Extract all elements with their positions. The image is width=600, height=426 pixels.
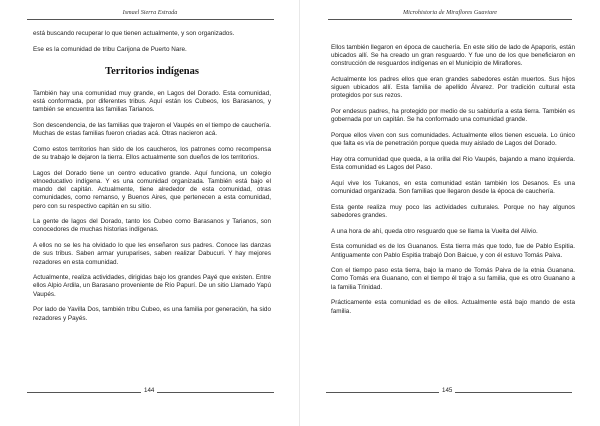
left-header-rule (27, 19, 274, 20)
section-title: Territorios indígenas (105, 65, 199, 77)
left-page-body (33, 30, 271, 330)
paragraph: está buscando recuperar lo que tienen actualmente, y son organizados. (33, 30, 235, 37)
paragraph: Lagos del Dorado tiene un centro educativo grande. Aquí funciona, un colegio etnoeducativo indígena. Y es una comunidad organizada. También está bajo el mando del capitán. Actualmente, tiene alrededor de esta comunidad, otras comunidades, como remanso, y Buenos Aires, que pertenecen a esta comunidad, pero con su respectivo capitán en su sitio. (33, 169, 271, 210)
right-page-header: Microhistoria de Miraflores Guaviare (402, 9, 497, 16)
paragraph: Prácticamente esta comunidad es de ellos. Actualmente está bajo mando de esta familia. (331, 299, 575, 315)
right-page (300, 0, 600, 426)
right-page-number: 145 (439, 387, 455, 394)
paragraph: Esta gente realiza muy poco las actividades culturales. Porque no hay algunos sabedores grandes. (331, 203, 575, 219)
paragraph: Por endesus padres, ha protegido por medio de su sabiduría a esta tierra. También es gobernada por un capitán. Se ha conformado una comunidad grande. (331, 108, 575, 124)
left-page-header: Ismael Sierra Estrada (122, 9, 178, 16)
paragraph: Porque ellos viven con sus comunidades. Actualmente ellos tienen escuela. Lo único que falta es vía de penetración porque queda muy aislado de Lagos del Dorado. (331, 132, 575, 148)
paragraph: Por lado de Yavilla Dos, también tribu Cubeo, es una familia por generación, ha sido rezadores y Payés. (33, 306, 271, 322)
paragraph: Son descendencia, de las familias que trajeron el Vaupés en el tiempo de cauchería. Muchas de estas familias fueron criadas acá. Otras nacieron acá. (33, 122, 271, 138)
paragraph: Aquí vive los Tukanos, en esta comunidad están también los Desanos. Es una comunidad organizada. Son familias que llegaron desde la época de cauchería. (331, 179, 575, 195)
paragraph: Ese es la comunidad de tribu Carijona de Puerto Nare. (33, 45, 187, 53)
right-page-body (331, 44, 575, 323)
paragraph: Con el tiempo paso esta tierra, bajo la mano de Tomás Paiva de la etnia Guanana. Como Tomás era Guanano, con el tiempo él trajo a su familia, que es otro Guanano a la familia Trinidad. (331, 267, 575, 291)
left-page-number: 144 (141, 387, 157, 394)
paragraph: También hay una comunidad muy grande, en Lagos del Dorado. Esta comunidad, está conformada, por diferentes tribus. Aquí están los Cubeos, los Barasanos, y también se encuentra las familias Tarianos. (33, 90, 271, 114)
paragraph: A ellos no se les ha olvidado lo que les enseñaron sus padres. Conoce las danzas de sus tribus. Saben armar yuruparises, saben realizar Dabucuri. Y hay mejores rezadores en esta comunidad. (33, 242, 271, 266)
paragraph: La gente de lagos del Dorado, tanto los Cubeo como Barasanos y Tarianos, son conocedores de muchas historias indígenas. (33, 218, 271, 234)
right-header-rule (328, 19, 572, 20)
paragraph: Esta comunidad es de los Guananos. Esta tierra más que todo, fue de Pablo Espitia. Antiguamente con Pablo Espitia trabajó Don Baicue, y con él estuvo Tomás Paiva. (331, 243, 575, 259)
paragraph: Hay otra comunidad que queda, a la orilla del Río Vaupés, bajando a mano izquierda. Esta comunidad es Lagos del Paso. (331, 155, 575, 172)
paragraph: Como estos territorios han sido de los caucheros, los patrones como recompensa de su trabajo le dejaron la tierra. Ellos actualmente son dueños de los territorios. (33, 146, 271, 162)
paragraph: Actualmente, realiza actividades, dirigidas bajo los grandes Payé que existen. Entre ellos Alpio Ardila, un Barasano proveniente de Río Papurí. De un sitio Llamado Yapú Vaupés. (33, 274, 271, 298)
paragraph: Ellos también llegaron en época de cauchería. En este sitio de lado de Apaporis, están ubicados allí. Se ha creado un gran resguardo. Y fue uno de los que beneficiaron en construcción de resguardos indígenas en el Municipio de Miraflores. (331, 44, 575, 68)
paragraph: Actualmente los padres ellos que eran grandes sabedores están muertos. Sus hijos siguen ubicados allí. Esta familia de apellido Álvarez. Por tradición cultural esta protegidos por sus rezos. (331, 76, 575, 100)
paragraph: A una hora de ahí, queda otro resguardo que se llama la Vuelta del Alivio. (331, 227, 538, 235)
